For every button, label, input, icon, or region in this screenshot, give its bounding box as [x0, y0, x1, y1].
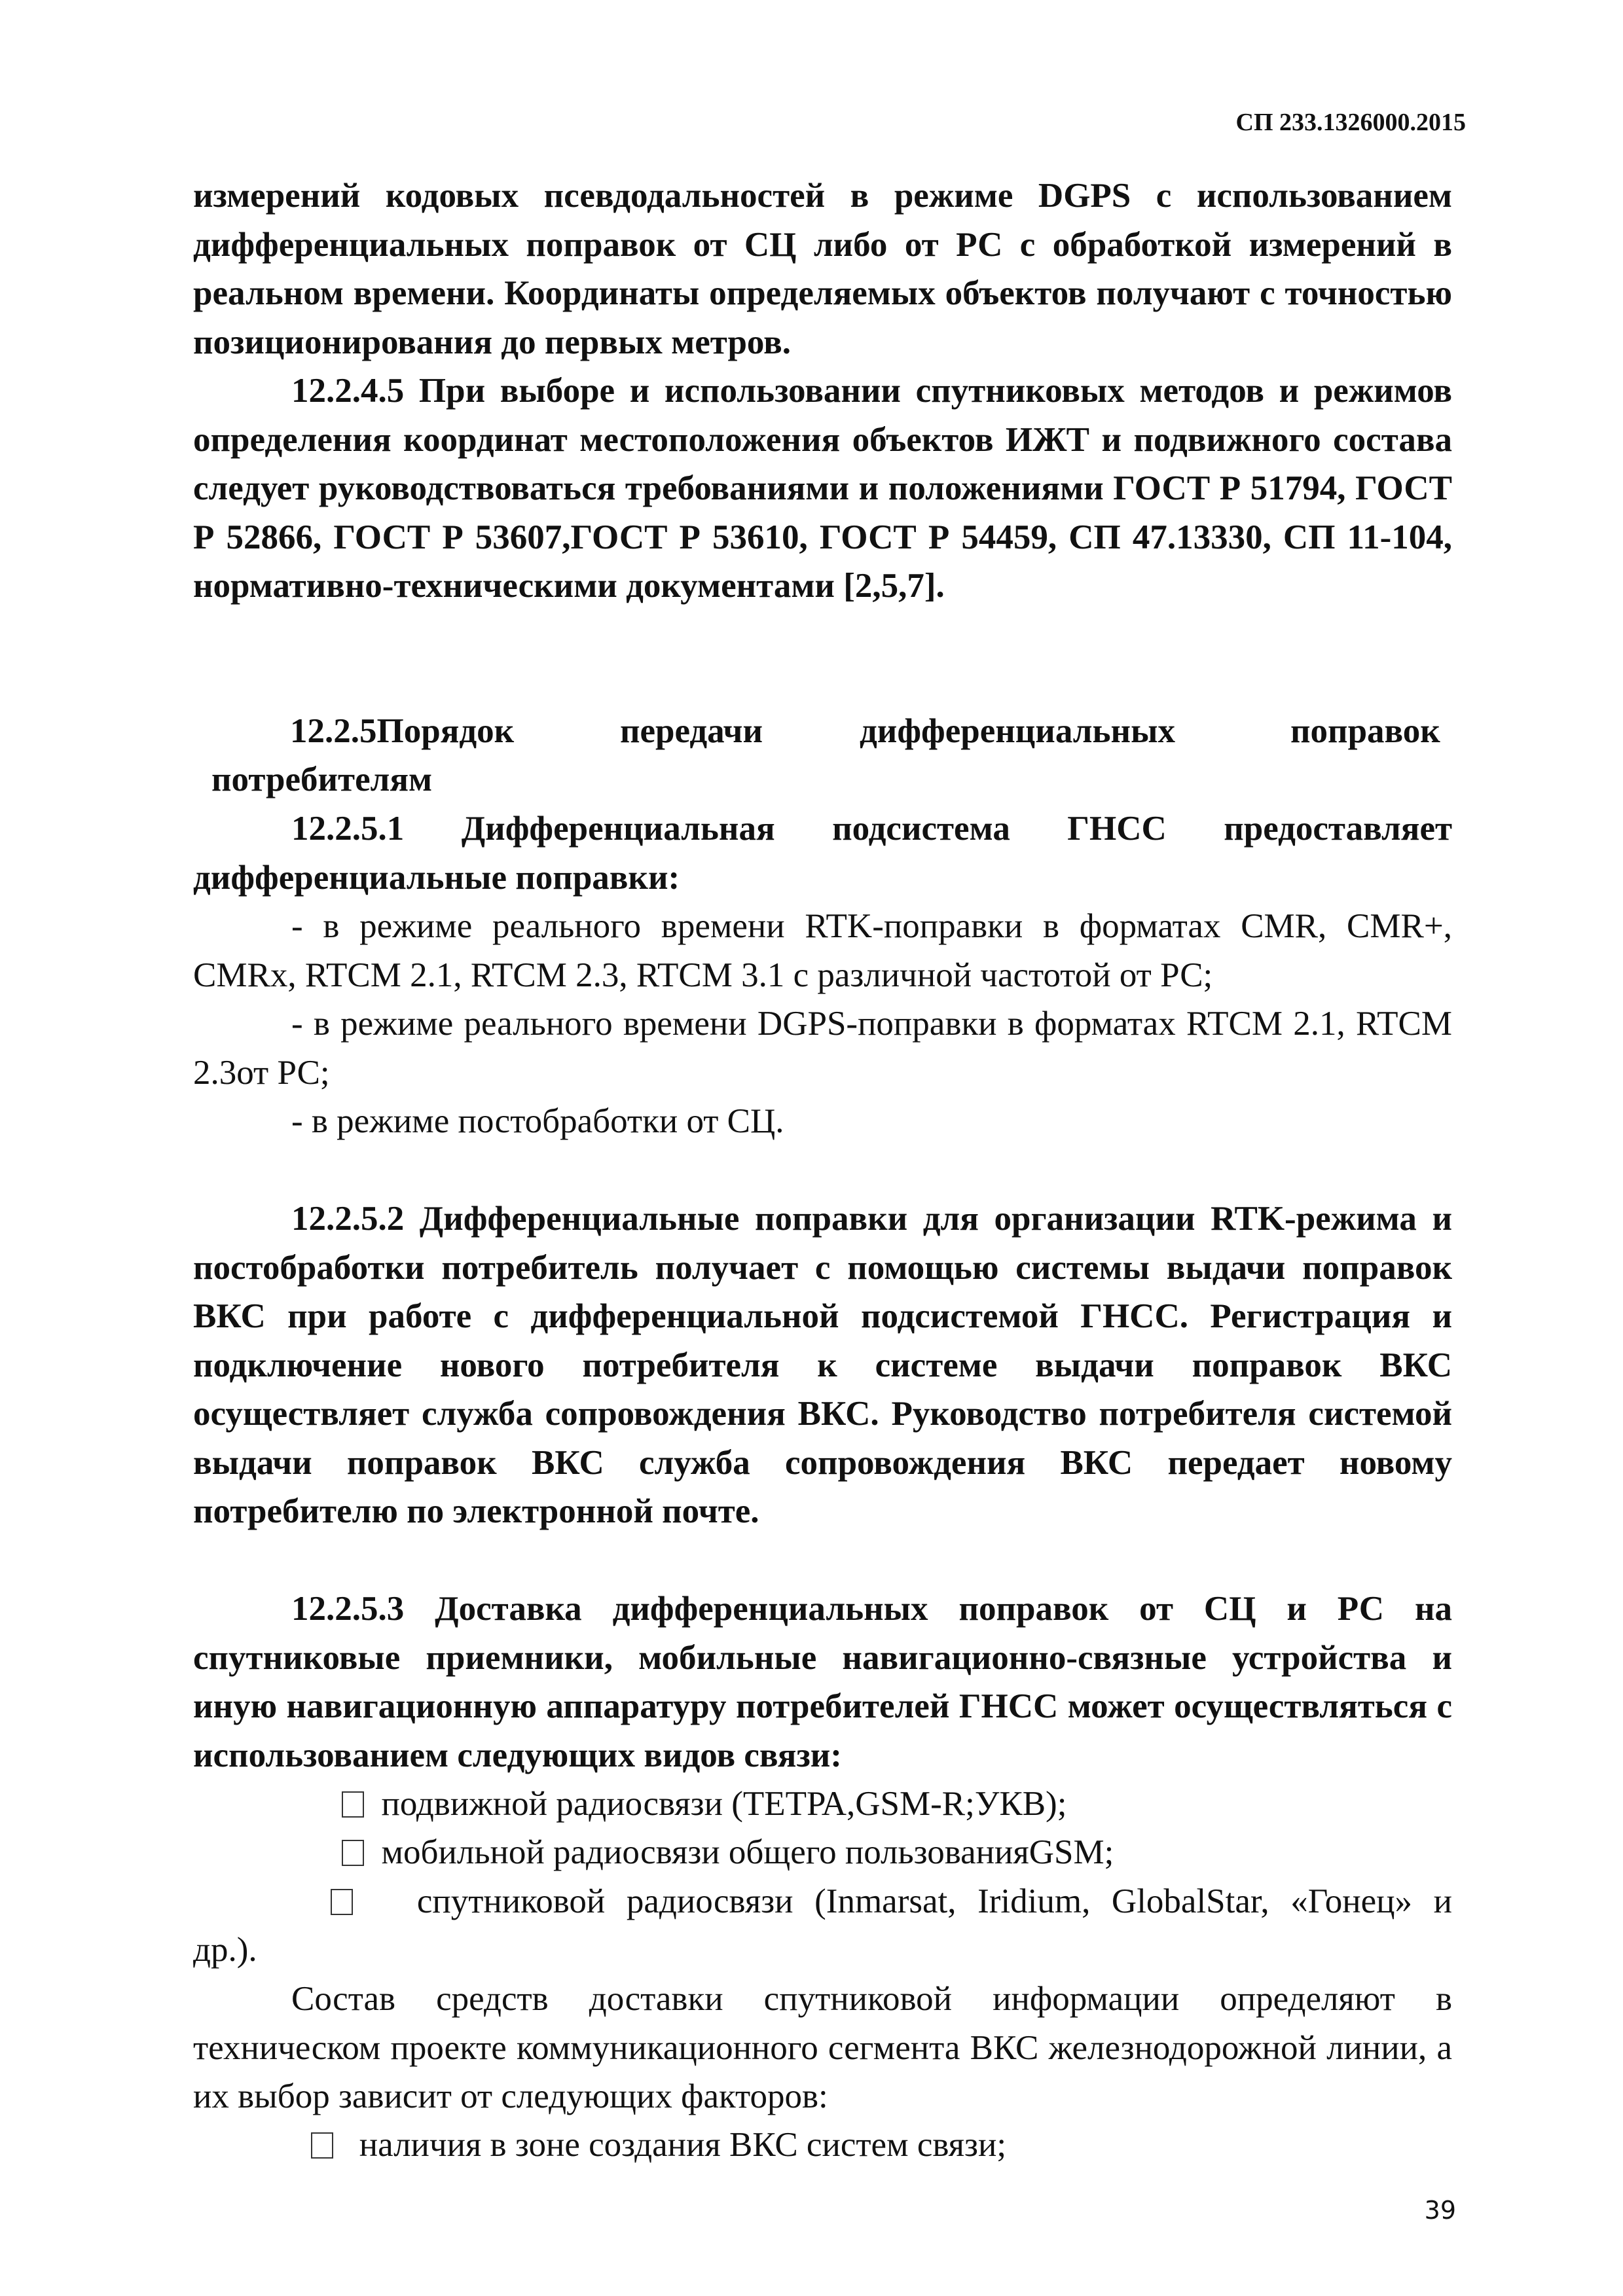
list-item-dgps-corrections: - в режиме реального времени DGPS-поправки в форматах RTCM 2.1, RTCM 2.3от РС; — [193, 1005, 1452, 1092]
bullet-item-satellite-radio-continuation: др.). — [193, 1931, 257, 1969]
bullet-item-gsm — [342, 1828, 1114, 1877]
paragraph-12-2-5-3: 12.2.5.3 Доставка дифференциальных поправок от СЦ и РС на спутниковые приемники, мобильные навигационно-связные устройства и иную навигационную аппаратуру потребителей ГНСС может осуществляться с использованием следующих видов связи: — [193, 1590, 1452, 1774]
section-heading-word-3: дифференциальных — [860, 712, 1175, 750]
list-item-postprocessing: - в режиме постобработки от СЦ. — [291, 1102, 784, 1140]
bullet-text: мобильной радиосвязи общего пользованияGSM; — [381, 1833, 1114, 1871]
bullet-text: спутниковой радиосвязи (Inmarsat, Iridium, GlobalStar, «Гонец» и — [416, 1882, 1453, 1920]
section-heading-word-4: поправок — [1290, 712, 1440, 750]
checkbox-bullet-icon — [331, 1889, 353, 1915]
section-heading-continuation: потребителям — [211, 761, 433, 798]
paragraph-12-2-5-2: 12.2.5.2 Дифференциальные поправки для организации RTK-режима и постобработки потребитель получает с помощью системы выдачи поправок ВКС при работе с дифференциальной подсистемой ГНСС. Регистрация и подключение нового потребителя к системе выдачи поправок ВКС осуществляет служба сопровождения ВКС. Руководство потребителя системой выдачи поправок ВКС служба сопровождения ВКС передает новому потребителю по электронной почте. — [193, 1200, 1452, 1530]
section-heading-word-1: 12.2.5Порядок — [290, 712, 515, 750]
paragraph-dgps-measurements: измерений кодовых псевдодальностей в режиме DGPS с использованием дифференциальных поправок от СЦ либо от РС с обработкой измерений в реальном времени. Координаты определяемых объектов получают с точностью позиционирования до первых метров. — [193, 177, 1452, 361]
list-item-rtk-corrections: - в режиме реального времени RTK-поправки в форматах CMR, CMR+, CMRx, RTCM 2.1, RTCM 2.3, RTCM 3.1 с различной частотой от РС; — [193, 907, 1452, 994]
paragraph-12-2-5-1: 12.2.5.1 Дифференциальная подсистема ГНСС предоставляет дифференциальные поправки: — [193, 810, 1452, 897]
paragraph-12-2-4-5: 12.2.4.5 При выборе и использовании спутниковых методов и режимов определения координат местоположения объектов ИЖТ и подвижного состава следует руководствоваться требованиями и положениями ГОСТ Р 51794, ГОСТ Р 52866, ГОСТ Р 53607,ГОСТ Р 53610, ГОСТ Р 54459, СП 47.13330, СП 11-104, нормативно-техническими документами [2,5,7]. — [193, 372, 1452, 605]
bullet-text: наличия в зоне создания ВКС систем связи; — [359, 2126, 1007, 2164]
bullet-item-communication-systems — [311, 2121, 1006, 2170]
checkbox-bullet-icon — [311, 2132, 333, 2159]
document-code-header: СП 233.1326000.2015 — [1235, 109, 1466, 136]
bullet-text: подвижной радиосвязи (ТЕТРА,GSM-R;УКВ); — [381, 1785, 1067, 1823]
bullet-item-satellite-radio — [331, 1877, 1452, 1926]
page-number: 39 — [1424, 2196, 1456, 2225]
checkbox-bullet-icon — [342, 1791, 364, 1818]
section-heading-word-2: передачи — [620, 712, 763, 750]
checkbox-bullet-icon — [342, 1840, 364, 1866]
bullet-item-mobile-radio — [342, 1780, 1067, 1829]
paragraph-delivery-means: Состав средств доставки спутниковой информации определяют в техническом проекте коммуникационного сегмента ВКС железнодорожной линии, а их выбор зависит от следующих факторов: — [193, 1980, 1452, 2115]
